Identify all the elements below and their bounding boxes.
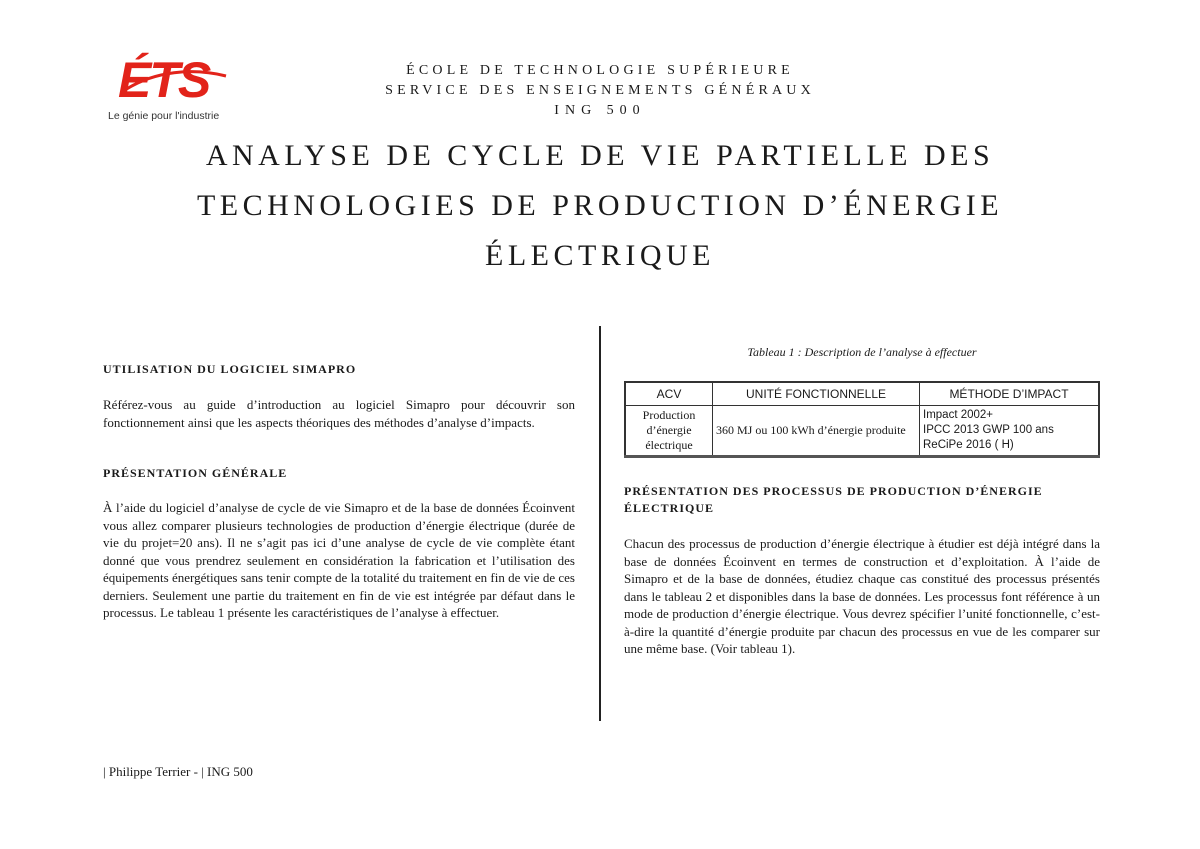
section-text-processes: Chacun des processus de production d’énergie électrique à étudier est déjà intégré dans la base de données Écoinvent en termes de construction et d’exploitation. À l’aide de Simapro et de la base de données, étudiez chaque cas constitué des processus présentés dans le tableau 2 et disponibles dans la base de données. Les processus font référence à un mode de production d’énergie électrique. Vous devrez spécifier l’unité fonctionnelle, c’est-à-dire la quantité d’énergie produite par chacun des processus en vue de les comparer sur une même base. (Voir tableau 1). bbox=[624, 536, 1100, 656]
table-cell-acv bbox=[625, 406, 713, 457]
analysis-table bbox=[624, 381, 1100, 458]
table-caption: Tableau 1 : Description de l’analyse à effectuer bbox=[747, 345, 977, 359]
table-header-acv: ACV bbox=[625, 382, 713, 406]
document-title-line-1: ANALYSE DE CYCLE DE VIE PARTIELLE DES bbox=[205, 139, 995, 172]
document-title-line-3: ÉLECTRIQUE bbox=[485, 239, 715, 272]
table-header-row bbox=[625, 382, 1099, 406]
table-header-method: MÉTHODE D’IMPACT bbox=[920, 382, 1100, 406]
header-school: ÉCOLE DE TECHNOLOGIE SUPÉRIEURE bbox=[406, 63, 794, 78]
document-title-line-2: TECHNOLOGIES DE PRODUCTION D’ÉNERGIE bbox=[196, 189, 1004, 222]
method-item: IPCC 2013 GWP 100 ans bbox=[923, 424, 1054, 436]
page-footer: | Philippe Terrier - | ING 500 bbox=[103, 764, 253, 779]
table-cell-unit: 360 MJ ou 100 kWh d’énergie produite bbox=[713, 406, 920, 457]
acv-line: d’énergie bbox=[646, 423, 692, 437]
section-heading-simapro: UTILISATION DU LOGICIEL SIMAPRO bbox=[103, 362, 357, 376]
table-cell-method bbox=[920, 406, 1100, 457]
table-row bbox=[625, 406, 1099, 457]
header-course: ING 500 bbox=[554, 103, 646, 118]
method-item: Impact 2002+ bbox=[923, 409, 994, 421]
table-header-unit: UNITÉ FONCTIONNELLE bbox=[713, 382, 920, 406]
acv-line: Production bbox=[642, 408, 696, 422]
section-text-simapro: Référez-vous au guide d’introduction au logiciel Simapro pour découvrir son fonctionnement ainsi que les aspects théoriques des méthodes d’analyse d’impacts. bbox=[103, 397, 575, 430]
logo-tagline: Le génie pour l'industrie bbox=[108, 110, 220, 122]
column-divider bbox=[599, 326, 601, 721]
section-heading-general: PRÉSENTATION GÉNÉRALE bbox=[103, 466, 288, 480]
section-heading-processes: PRÉSENTATION DES PROCESSUS DE PRODUCTION D’ÉNERGIE ÉLECTRIQUE bbox=[624, 484, 1043, 515]
method-item: ReCiPe 2016 ( H) bbox=[923, 439, 1014, 451]
header-service: SERVICE DES ENSEIGNEMENTS GÉNÉRAUX bbox=[385, 83, 815, 98]
logo-mark: ÉTS bbox=[118, 52, 210, 108]
section-text-general: À l’aide du logiciel d’analyse de cycle de vie Simapro et de la base de données Écoinvent vous allez comparer plusieurs technologies de production d’énergie électrique (durée de vie du projet=20 ans). Il ne s’agit pas ici d’une analyse de cycle de vie complète étant donné que vous prendrez seulement en considération la fabrication et l’utilisation des équipements énergétiques sans tenir compte de la totalité du traitement en fin de vie de ces derniers. Seulement une partie du traitement en fin de vie est intégrée par défaut dans le processus. Le tableau 1 présente les caractéristiques de l’analyse à effectuer. bbox=[103, 500, 575, 620]
acv-line: électrique bbox=[645, 438, 693, 452]
